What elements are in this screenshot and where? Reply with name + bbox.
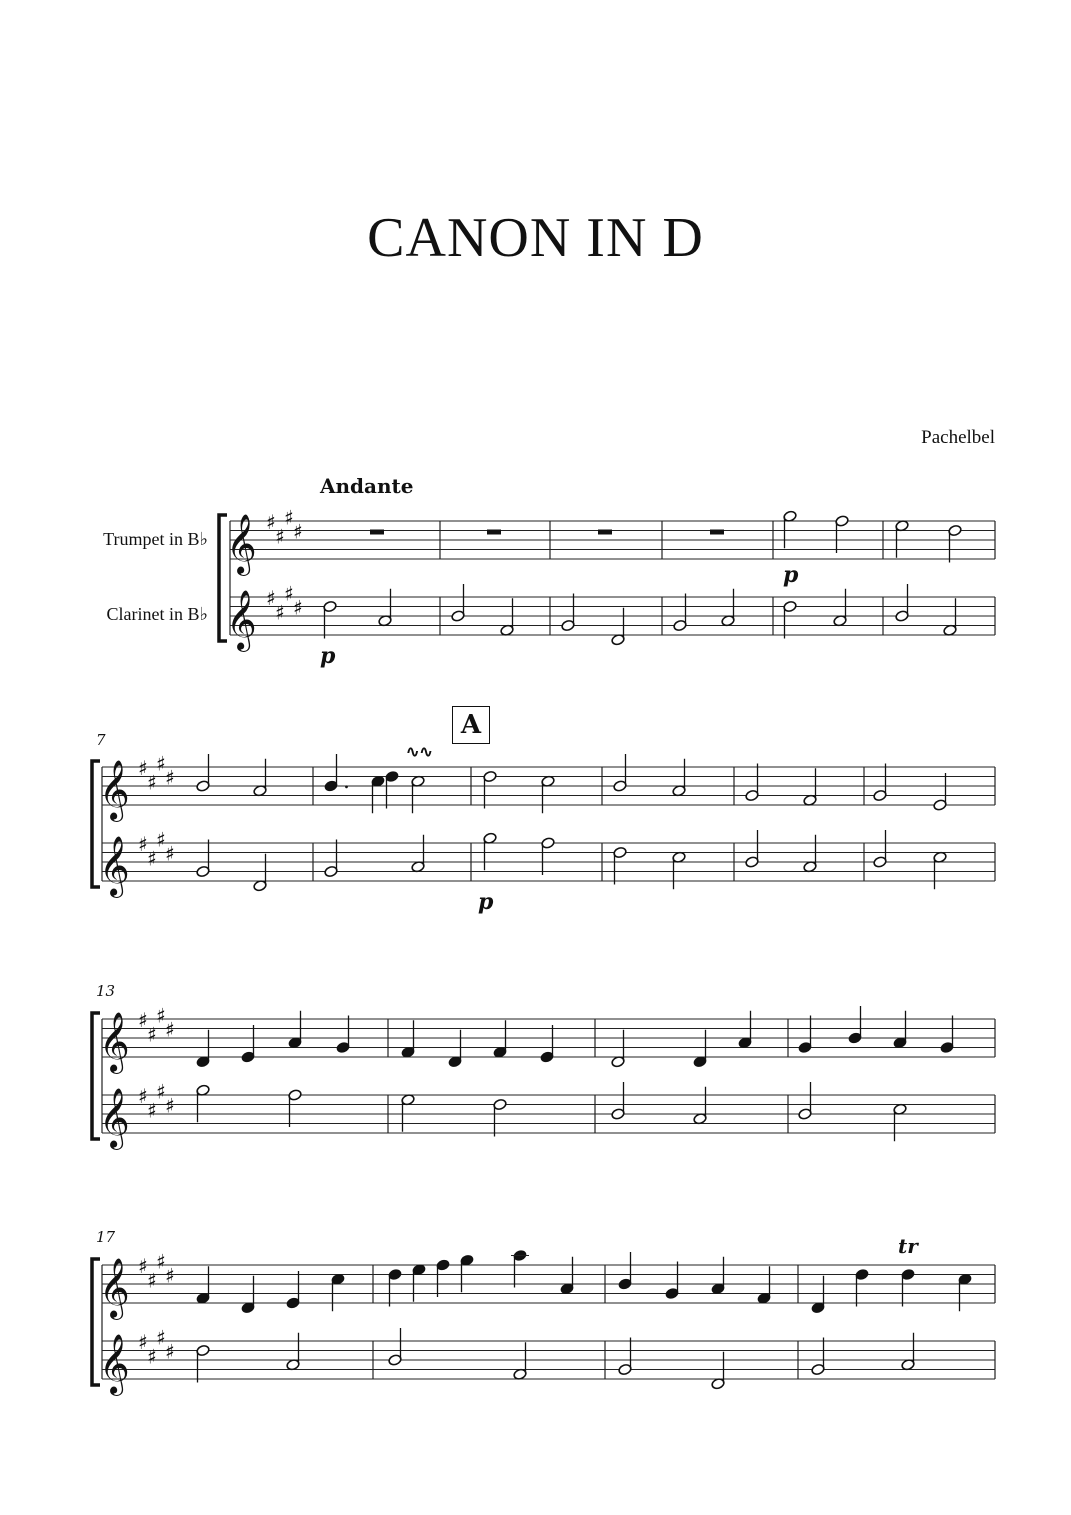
sharp-icon: ♯ (147, 1344, 157, 1369)
sharp-icon: ♯ (156, 827, 166, 852)
treble-clef-icon: 𝄞 (99, 1334, 130, 1394)
rehearsal-mark: A (452, 706, 490, 744)
sharp-icon: ♯ (147, 770, 157, 795)
sharp-icon: ♯ (284, 581, 294, 606)
sharp-icon: ♯ (293, 595, 303, 620)
sharp-icon: ♯ (138, 1254, 148, 1278)
dynamic-piano: p (478, 889, 494, 915)
sharp-icon: ♯ (165, 1093, 175, 1118)
sharp-icon: ♯ (275, 524, 285, 549)
treble-clef-icon: 𝄞 (99, 1258, 130, 1318)
dynamic-piano: p (320, 643, 336, 669)
sharp-icon: ♯ (156, 751, 166, 776)
sharp-icon: ♯ (147, 1268, 157, 1293)
tempo-marking: Andante (320, 474, 414, 498)
sharp-icon: ♯ (156, 1079, 166, 1104)
sharp-icon: ♯ (147, 846, 157, 871)
whole-rest (487, 530, 501, 535)
measure-number: 17 (96, 1228, 116, 1246)
sharp-icon: ♯ (138, 1084, 148, 1108)
measure-number: 13 (96, 982, 116, 1000)
treble-clef-icon: 𝄞 (99, 1088, 130, 1148)
sharp-icon: ♯ (165, 1339, 175, 1364)
treble-clef-icon: 𝄞 (99, 836, 130, 896)
sharp-icon: ♯ (165, 765, 175, 790)
treble-clef-icon: 𝄞 (99, 760, 130, 820)
treble-clef-icon: 𝄞 (99, 1012, 130, 1072)
treble-clef-icon: 𝄞 (226, 590, 257, 650)
instrument-label-clarinet: Clarinet in B♭ (106, 604, 208, 624)
dot: . (343, 769, 350, 794)
whole-rest (598, 530, 612, 535)
sharp-icon: ♯ (165, 1263, 175, 1288)
sharp-icon: ♯ (165, 1017, 175, 1042)
sharp-icon: ♯ (275, 600, 285, 625)
sharp-icon: ♯ (156, 1249, 166, 1274)
sharp-icon: ♯ (156, 1003, 166, 1028)
sharp-icon: ♯ (147, 1098, 157, 1123)
sharp-icon: ♯ (138, 756, 148, 780)
sharp-icon: ♯ (266, 510, 276, 534)
sharp-icon: ♯ (284, 505, 294, 530)
mordent-icon: ∿∿ (406, 742, 433, 761)
whole-rest (370, 530, 384, 535)
treble-clef-icon: 𝄞 (226, 514, 257, 574)
sharp-icon: ♯ (293, 519, 303, 544)
trill-mark: tr (898, 1234, 918, 1258)
instrument-label-trumpet: Trumpet in B♭ (103, 529, 208, 549)
page-title: CANON IN D (367, 207, 704, 269)
whole-rest (710, 530, 724, 535)
sharp-icon: ♯ (165, 841, 175, 866)
sharp-icon: ♯ (156, 1325, 166, 1350)
sharp-icon: ♯ (266, 586, 276, 610)
sharp-icon: ♯ (147, 1022, 157, 1047)
sharp-icon: ♯ (138, 1008, 148, 1032)
sharp-icon: ♯ (138, 1330, 148, 1354)
measure-number: 7 (96, 731, 106, 749)
dynamic-piano: p (783, 562, 799, 588)
composer-name: Pachelbel (921, 427, 995, 448)
sharp-icon: ♯ (138, 832, 148, 856)
